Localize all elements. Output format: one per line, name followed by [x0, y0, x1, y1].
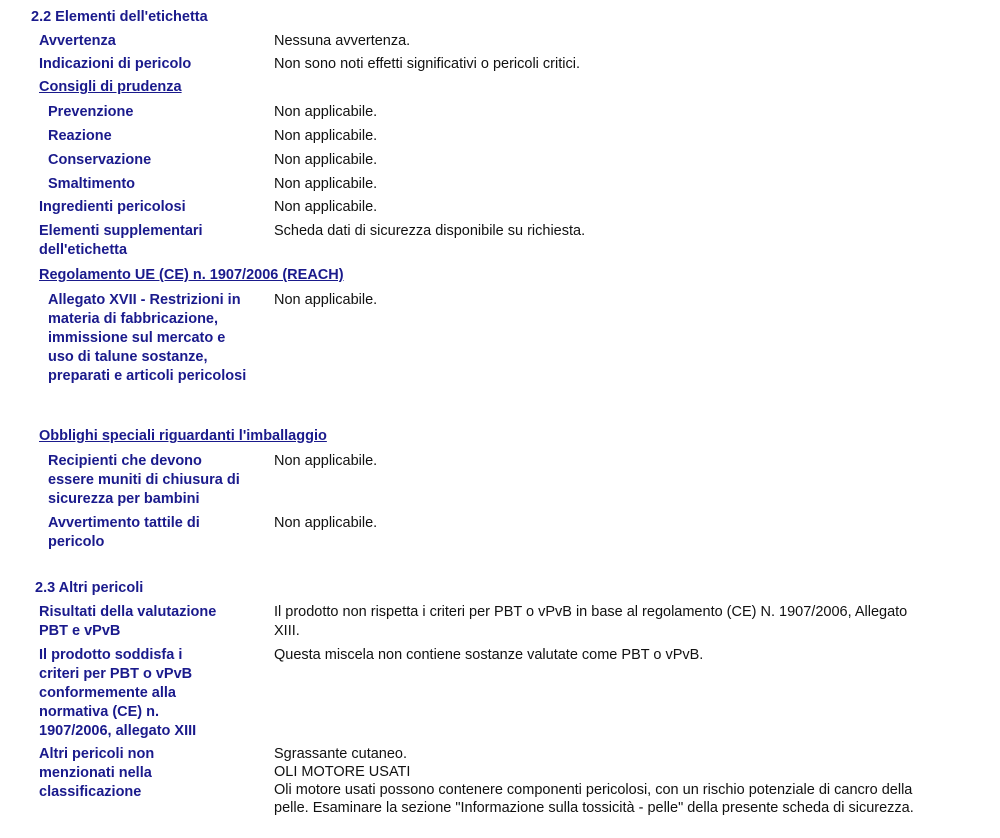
value-smaltimento: Non applicabile.	[274, 176, 378, 192]
section-2-3-title: 2.3 Altri pericoli	[35, 580, 144, 596]
label-ingredienti: Ingredienti pericolosi	[39, 199, 186, 215]
value-conservazione: Non applicabile.	[274, 152, 378, 168]
value-tattile: Non applicabile.	[274, 515, 378, 531]
value-indicazioni: Non sono noti effetti significativi o pericoli critici.	[274, 56, 580, 72]
subheading-obblighi: Obblighi speciali riguardanti l'imballaggio	[39, 428, 327, 444]
value-prevenzione: Non applicabile.	[274, 104, 378, 120]
value-reazione: Non applicabile.	[274, 128, 378, 144]
value-line-3: Oli motore usati possono contenere componenti pericolosi, con un rischio potenziale di cancro della pelle. Esaminare la sezione "Informazione sulla tossicità - pelle" della presente scheda di sicurezza.	[274, 782, 914, 816]
value-ingredienti: Non applicabile.	[274, 199, 378, 215]
value-allegato-xvii: Non applicabile.	[274, 292, 378, 308]
label-tattile: Avvertimento tattile di pericolo	[48, 515, 200, 550]
label-soddisfa: Il prodotto soddisfa i criteri per PBT o vPvB conformemente alla normativa (CE) n. 1907/2006, allegato XIII	[39, 647, 197, 739]
value-altri-pericoli	[274, 745, 944, 817]
value-recipienti: Non applicabile.	[274, 453, 378, 469]
label-indicazioni: Indicazioni di pericolo	[39, 56, 192, 72]
label-altri-pericoli: Altri pericoli non menzionati nella classificazione	[39, 746, 155, 800]
label-smaltimento: Smaltimento	[48, 176, 136, 192]
section-2-2-title: 2.2 Elementi dell'etichetta	[31, 9, 208, 25]
label-pbt: Risultati della valutazione PBT e vPvB	[39, 604, 217, 639]
label-conservazione: Conservazione	[48, 152, 152, 168]
label-supplementari: Elementi supplementari dell'etichetta	[39, 223, 203, 258]
label-avvertenza: Avvertenza	[39, 33, 116, 49]
value-pbt: Il prodotto non rispetta i criteri per PBT o vPvB in base al regolamento (CE) N. 1907/2006, Allegato XIII.	[274, 604, 908, 639]
label-prevenzione: Prevenzione	[48, 104, 134, 120]
subheading-reach: Regolamento UE (CE) n. 1907/2006 (REACH)	[39, 267, 344, 283]
subheading-consigli: Consigli di prudenza	[39, 79, 182, 95]
label-recipienti: Recipienti che devono essere muniti di chiusura di sicurezza per bambini	[48, 453, 240, 507]
value-line-1: Sgrassante cutaneo.	[274, 746, 408, 762]
value-avvertenza: Nessuna avvertenza.	[274, 33, 411, 49]
label-reazione: Reazione	[48, 128, 112, 144]
value-supplementari: Scheda dati di sicurezza disponibile su richiesta.	[274, 223, 586, 239]
value-soddisfa: Questa miscela non contiene sostanze valutate come PBT o vPvB.	[274, 647, 704, 663]
label-allegato-xvii: Allegato XVII - Restrizioni in materia di fabbricazione, immissione sul mercato e uso di talune sostanze, preparati e articoli pericolosi	[48, 292, 247, 384]
value-line-2: OLI MOTORE USATI	[274, 764, 411, 780]
